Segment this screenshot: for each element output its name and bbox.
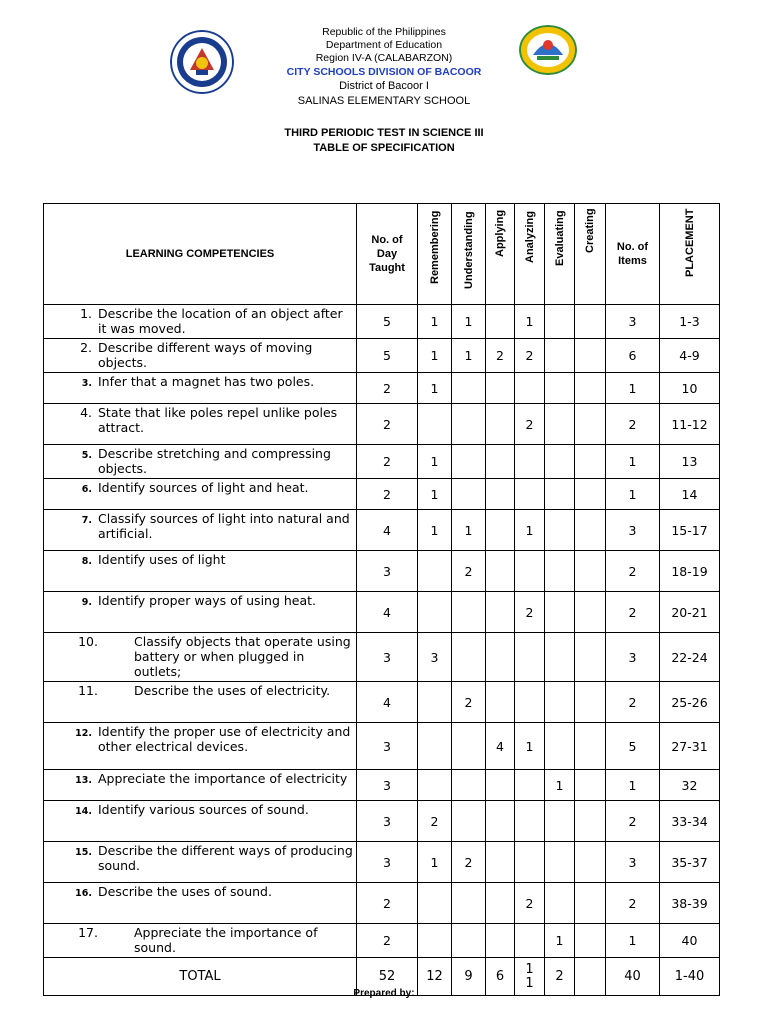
no-of-items-cell: 2	[606, 801, 660, 842]
placement-cell: 18-19	[660, 551, 720, 592]
days-taught-cell: 3	[357, 801, 418, 842]
no-of-items-cell: 1	[606, 373, 660, 404]
days-taught-cell: 2	[357, 445, 418, 479]
competency-cell	[44, 373, 357, 404]
understanding-cell	[452, 723, 486, 770]
competency-cell	[44, 842, 357, 883]
competency-text: Classify sources of light into natural and artificial.	[98, 511, 350, 541]
days-taught-cell: 2	[357, 373, 418, 404]
analyzing-cell	[515, 479, 545, 510]
days-taught-cell: 2	[357, 404, 418, 445]
competency-text: Identify proper ways of using heat.	[98, 593, 317, 608]
days-taught-cell: 4	[357, 592, 418, 633]
table-row	[44, 510, 720, 551]
header-competencies: LEARNING COMPETENCIES	[44, 204, 357, 305]
creating-cell	[575, 924, 606, 958]
days-taught-cell: 2	[357, 924, 418, 958]
header-no-of-items: No. of Items	[606, 204, 660, 305]
placement-cell: 20-21	[660, 592, 720, 633]
creating-cell	[575, 404, 606, 445]
analyzing-cell: 2	[515, 339, 545, 373]
no-of-items-cell: 1	[606, 924, 660, 958]
creating-cell	[575, 633, 606, 682]
total-understanding-cell: 9	[452, 958, 486, 996]
remembering-cell: 1	[418, 842, 452, 883]
applying-cell	[486, 682, 515, 723]
competency-cell	[44, 723, 357, 770]
competency-number: 11.	[78, 683, 98, 698]
competency-text: Identify uses of light	[98, 552, 226, 567]
competency-text: Classify objects that operate using battery or when plugged in outlets;	[134, 634, 351, 679]
table-header-row	[44, 204, 720, 305]
days-taught-cell: 3	[357, 770, 418, 801]
understanding-cell: 1	[452, 510, 486, 551]
creating-cell	[575, 801, 606, 842]
header-applying: Applying	[486, 204, 515, 305]
table-row	[44, 373, 720, 404]
evaluating-cell	[545, 445, 575, 479]
analyzing-cell	[515, 373, 545, 404]
analyzing-cell	[515, 842, 545, 883]
competency-cell	[44, 770, 357, 801]
understanding-cell	[452, 445, 486, 479]
days-taught-cell: 4	[357, 510, 418, 551]
days-taught-cell: 3	[357, 633, 418, 682]
creating-cell	[575, 339, 606, 373]
total-label: TOTAL	[44, 958, 357, 996]
table-row	[44, 842, 720, 883]
evaluating-cell	[545, 883, 575, 924]
analyzing-cell	[515, 445, 545, 479]
table-row	[44, 801, 720, 842]
no-of-items-cell: 3	[606, 510, 660, 551]
understanding-cell	[452, 592, 486, 633]
remembering-cell: 1	[418, 510, 452, 551]
analyzing-cell: 1	[515, 305, 545, 339]
understanding-cell	[452, 404, 486, 445]
competency-number: 12.	[75, 728, 92, 739]
document-subtitle: TABLE OF SPECIFICATION	[313, 142, 455, 154]
analyzing-cell	[515, 924, 545, 958]
competency-cell	[44, 924, 357, 958]
remembering-cell	[418, 592, 452, 633]
remembering-cell: 1	[418, 305, 452, 339]
total-days-taught-cell: 52	[357, 958, 418, 996]
remembering-cell	[418, 924, 452, 958]
header-line-district: District of Bacoor I	[339, 80, 429, 92]
analyzing-cell: 2	[515, 883, 545, 924]
understanding-cell	[452, 883, 486, 924]
header-remembering: Remembering	[418, 204, 452, 305]
header-line-region: Region IV-A (CALABARZON)	[315, 52, 453, 64]
remembering-cell	[418, 883, 452, 924]
analyzing-cell: 2	[515, 404, 545, 445]
placement-cell: 25-26	[660, 682, 720, 723]
analyzing-cell: 2	[515, 592, 545, 633]
competency-number: 9.	[81, 597, 92, 608]
days-taught-cell: 5	[357, 305, 418, 339]
applying-cell	[486, 842, 515, 883]
header-creating: Creating	[575, 204, 606, 305]
no-of-items-cell: 3	[606, 842, 660, 883]
total-no-of-items-cell: 40	[606, 958, 660, 996]
applying-cell	[486, 633, 515, 682]
competency-text: Infer that a magnet has two poles.	[98, 374, 315, 389]
table-row	[44, 339, 720, 373]
table-row	[44, 551, 720, 592]
evaluating-cell	[545, 592, 575, 633]
creating-cell	[575, 592, 606, 633]
document-title: THIRD PERIODIC TEST IN SCIENCE III	[284, 127, 484, 139]
placement-cell: 40	[660, 924, 720, 958]
evaluating-cell	[545, 404, 575, 445]
applying-cell: 2	[486, 339, 515, 373]
no-of-items-cell: 2	[606, 404, 660, 445]
competency-cell	[44, 551, 357, 592]
evaluating-cell	[545, 723, 575, 770]
understanding-cell: 2	[452, 551, 486, 592]
creating-cell	[575, 770, 606, 801]
evaluating-cell	[545, 339, 575, 373]
applying-cell	[486, 883, 515, 924]
evaluating-cell	[545, 842, 575, 883]
placement-cell: 1-3	[660, 305, 720, 339]
competency-cell	[44, 592, 357, 633]
understanding-cell: 2	[452, 682, 486, 723]
competency-text: Describe the uses of electricity.	[134, 683, 331, 698]
understanding-cell: 2	[452, 842, 486, 883]
days-taught-cell: 3	[357, 723, 418, 770]
days-taught-cell: 5	[357, 339, 418, 373]
remembering-cell: 1	[418, 373, 452, 404]
applying-cell	[486, 445, 515, 479]
no-of-items-cell: 2	[606, 883, 660, 924]
competency-text: Identify various sources of sound.	[98, 802, 309, 817]
applying-cell	[486, 404, 515, 445]
understanding-cell	[452, 373, 486, 404]
applying-cell	[486, 305, 515, 339]
remembering-cell	[418, 723, 452, 770]
competency-text: Describe the different ways of producing sound.	[98, 843, 353, 873]
competency-cell	[44, 445, 357, 479]
days-taught-cell: 3	[357, 842, 418, 883]
header-days-taught: No. of Day Taught	[357, 204, 418, 305]
table-row	[44, 592, 720, 633]
creating-cell	[575, 445, 606, 479]
placement-cell: 10	[660, 373, 720, 404]
remembering-cell	[418, 682, 452, 723]
competency-cell	[44, 801, 357, 842]
analyzing-cell	[515, 801, 545, 842]
evaluating-cell: 1	[545, 924, 575, 958]
analyzing-cell	[515, 551, 545, 592]
table-row	[44, 723, 720, 770]
remembering-cell: 2	[418, 801, 452, 842]
no-of-items-cell: 6	[606, 339, 660, 373]
total-analyzing-cell: 11	[515, 958, 545, 996]
evaluating-cell	[545, 801, 575, 842]
applying-cell: 4	[486, 723, 515, 770]
remembering-cell	[418, 770, 452, 801]
creating-cell	[575, 510, 606, 551]
no-of-items-cell: 3	[606, 633, 660, 682]
total-remembering-cell: 12	[418, 958, 452, 996]
understanding-cell	[452, 801, 486, 842]
placement-cell: 35-37	[660, 842, 720, 883]
placement-cell: 13	[660, 445, 720, 479]
remembering-cell	[418, 551, 452, 592]
remembering-cell: 1	[418, 339, 452, 373]
competency-text: Describe the location of an object after it was moved.	[98, 306, 343, 336]
no-of-items-cell: 2	[606, 551, 660, 592]
header-understanding: Understanding	[452, 204, 486, 305]
competency-number: 2.	[80, 340, 92, 355]
table-row	[44, 479, 720, 510]
understanding-cell	[452, 924, 486, 958]
competency-number: 4.	[80, 405, 92, 420]
remembering-cell: 1	[418, 479, 452, 510]
applying-cell	[486, 479, 515, 510]
competency-text: Describe different ways of moving objects.	[98, 340, 313, 370]
evaluating-cell	[545, 682, 575, 723]
creating-cell	[575, 883, 606, 924]
no-of-items-cell: 3	[606, 305, 660, 339]
analyzing-cell: 1	[515, 510, 545, 551]
analyzing-cell: 1	[515, 723, 545, 770]
competency-cell	[44, 339, 357, 373]
placement-cell: 27-31	[660, 723, 720, 770]
applying-cell	[486, 373, 515, 404]
remembering-cell	[418, 404, 452, 445]
days-taught-cell: 2	[357, 479, 418, 510]
evaluating-cell	[545, 510, 575, 551]
applying-cell	[486, 801, 515, 842]
competency-number: 7.	[81, 515, 92, 526]
creating-cell	[575, 551, 606, 592]
competency-number: 10.	[78, 634, 98, 649]
creating-cell	[575, 373, 606, 404]
competency-number: 6.	[81, 484, 92, 495]
table-row	[44, 633, 720, 682]
total-evaluating-cell: 2	[545, 958, 575, 996]
creating-cell	[575, 723, 606, 770]
table-row	[44, 404, 720, 445]
table-row	[44, 445, 720, 479]
competency-cell	[44, 682, 357, 723]
table-row	[44, 305, 720, 339]
applying-cell	[486, 924, 515, 958]
table-row	[44, 924, 720, 958]
competency-number: 8.	[81, 556, 92, 567]
evaluating-cell	[545, 305, 575, 339]
table-row	[44, 770, 720, 801]
table-of-specification	[43, 203, 720, 996]
placement-cell: 32	[660, 770, 720, 801]
competency-cell	[44, 479, 357, 510]
header-evaluating: Evaluating	[545, 204, 575, 305]
competency-cell	[44, 404, 357, 445]
evaluating-cell	[545, 633, 575, 682]
header-line-republic: Republic of the Philippines	[322, 26, 446, 38]
understanding-cell	[452, 479, 486, 510]
header-line-department: Department of Education	[325, 39, 443, 51]
understanding-cell: 1	[452, 305, 486, 339]
competency-text: Appreciate the importance of electricity	[98, 771, 348, 786]
competency-text: Identify sources of light and heat.	[98, 480, 309, 495]
placement-cell: 38-39	[660, 883, 720, 924]
no-of-items-cell: 2	[606, 592, 660, 633]
creating-cell	[575, 479, 606, 510]
analyzing-cell	[515, 770, 545, 801]
placement-cell: 15-17	[660, 510, 720, 551]
no-of-items-cell: 1	[606, 770, 660, 801]
placement-cell: 11-12	[660, 404, 720, 445]
competency-text: Describe the uses of sound.	[98, 884, 272, 899]
remembering-cell: 1	[418, 445, 452, 479]
understanding-cell	[452, 633, 486, 682]
header-line-school: SALINAS ELEMENTARY SCHOOL	[297, 95, 471, 107]
total-placement-cell: 1-40	[660, 958, 720, 996]
prepared-by-label: Prepared by:	[353, 988, 415, 999]
competency-number: 17.	[78, 925, 98, 940]
analyzing-cell	[515, 633, 545, 682]
evaluating-cell	[545, 373, 575, 404]
evaluating-cell	[545, 551, 575, 592]
competency-text: State that like poles repel unlike poles attract.	[98, 405, 338, 435]
applying-cell	[486, 770, 515, 801]
no-of-items-cell: 1	[606, 479, 660, 510]
days-taught-cell: 3	[357, 551, 418, 592]
header-analyzing: Analyzing	[515, 204, 545, 305]
competency-text: Describe stretching and compressing objects.	[98, 446, 331, 476]
table-row	[44, 682, 720, 723]
placement-cell: 33-34	[660, 801, 720, 842]
competency-cell	[44, 633, 357, 682]
header-line-division: CITY SCHOOLS DIVISION OF BACOOR	[286, 66, 482, 78]
analyzing-cell	[515, 682, 545, 723]
creating-cell	[575, 305, 606, 339]
competency-text: Appreciate the importance of sound.	[134, 925, 318, 955]
remembering-cell: 3	[418, 633, 452, 682]
understanding-cell: 1	[452, 339, 486, 373]
competency-number: 16.	[75, 888, 92, 899]
creating-cell	[575, 842, 606, 883]
no-of-items-cell: 2	[606, 682, 660, 723]
competency-number: 5.	[81, 450, 92, 461]
total-applying-cell: 6	[486, 958, 515, 996]
competency-cell	[44, 305, 357, 339]
evaluating-cell: 1	[545, 770, 575, 801]
creating-cell	[575, 682, 606, 723]
competency-cell	[44, 883, 357, 924]
days-taught-cell: 4	[357, 682, 418, 723]
competency-number: 13.	[75, 775, 92, 786]
no-of-items-cell: 5	[606, 723, 660, 770]
days-taught-cell: 2	[357, 883, 418, 924]
no-of-items-cell: 1	[606, 445, 660, 479]
competency-number: 14.	[75, 806, 92, 817]
applying-cell	[486, 592, 515, 633]
placement-cell: 14	[660, 479, 720, 510]
placement-cell: 4-9	[660, 339, 720, 373]
table-row	[44, 883, 720, 924]
evaluating-cell	[545, 479, 575, 510]
understanding-cell	[452, 770, 486, 801]
applying-cell	[486, 510, 515, 551]
applying-cell	[486, 551, 515, 592]
competency-cell	[44, 510, 357, 551]
competency-text: Identify the proper use of electricity and other electrical devices.	[98, 724, 351, 754]
header-placement: PLACEMENT	[660, 204, 720, 305]
competency-number: 3.	[81, 378, 92, 389]
placement-cell: 22-24	[660, 633, 720, 682]
competency-number: 1.	[80, 306, 92, 321]
competency-number: 15.	[75, 847, 92, 858]
